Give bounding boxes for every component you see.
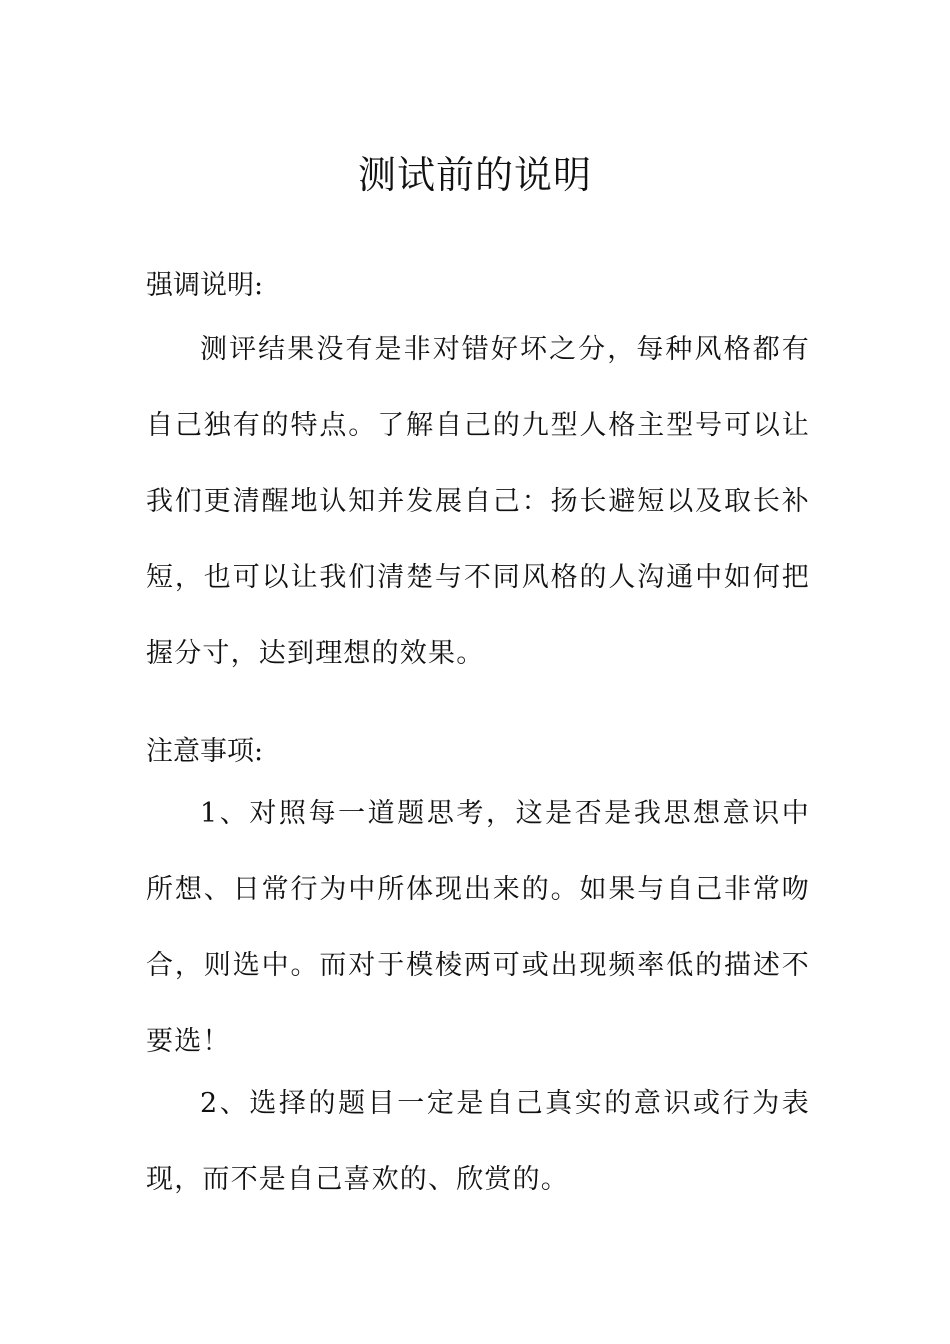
note-item-2: 2、选择的题目一定是自己真实的意识或行为表现，而不是自己喜欢的、欣赏的。	[146, 1088, 810, 1195]
emphasis-heading: 强调说明:	[146, 270, 264, 301]
emphasis-paragraph: 测评结果没有是非对错好坏之分，每种风格都有自己独有的特点。了解自己的九型人格主型号可以让我们更清醒地认知并发展自己：扬长避短以及取长补短，也可以让我们清楚与不同风格的人沟通中如何把握分寸，达到理想的效果。	[146, 334, 810, 669]
notes-heading: 注意事项:	[146, 736, 264, 767]
page-title: 测试前的说明	[357, 153, 592, 198]
note-item-1: 1、对照每一道题思考，这是否是我思想意识中所想、日常行为中所体现出来的。如果与自己非常吻合，则选中。而对于模棱两可或出现频率低的描述不要选！	[146, 798, 810, 1057]
